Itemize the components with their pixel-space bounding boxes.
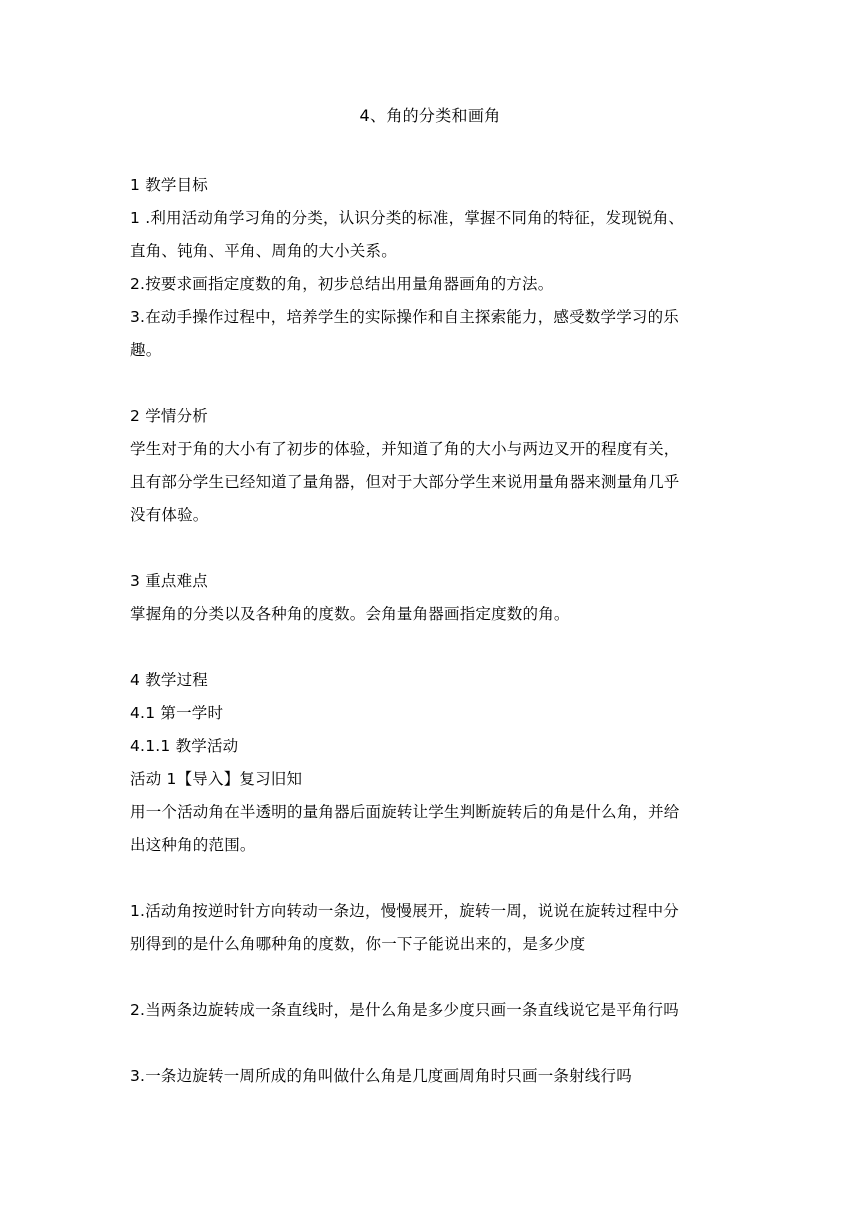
key-points-line-1: 掌握角的分类以及各种角的度数。会角量角器画指定度数的角。 xyxy=(130,605,570,623)
question-1-line-1: 1.活动角按逆时针方向转动一条边，慢慢展开，旋转一周，说说在旋转过程中分 xyxy=(130,902,679,920)
paragraph-spacer xyxy=(130,532,732,565)
paragraph-spacer xyxy=(130,862,732,895)
question-3: 3.一条边旋转一周所成的角叫做什么角是几度画周角时只画一条射线行吗 xyxy=(130,1067,632,1085)
objective-item-1-line-2: 直角、钝角、平角、周角的大小关系。 xyxy=(130,242,397,260)
paragraph-spacer xyxy=(130,1027,732,1060)
objective-item-3-line-2: 趣。 xyxy=(130,341,162,359)
analysis-line-1: 学生对于角的大小有了初步的体验，并知道了角的大小与两边叉开的程度有关， xyxy=(130,440,680,458)
section-heading-process: 4 教学过程 xyxy=(130,671,208,689)
question-2: 2.当两条边旋转成一条直线时，是什么角是多少度只画一条直线说它是平角行吗 xyxy=(130,1001,679,1019)
question-1-line-2: 别得到的是什么角哪种角的度数，你一下子能说出来的，是多少度 xyxy=(130,935,586,953)
activity-title: 活动 1【导入】复习旧知 xyxy=(130,770,303,788)
process-subheading-lesson-1: 4.1 第一学时 xyxy=(130,704,224,722)
activity-intro-line-1: 用一个活动角在半透明的量角器后面旋转让学生判断旋转后的角是什么角，并给 xyxy=(130,803,680,821)
section-heading-key-points: 3 重点难点 xyxy=(130,572,208,590)
analysis-line-2: 且有部分学生已经知道了量角器，但对于大部分学生来说用量角器来测量角几乎 xyxy=(130,473,680,491)
objective-item-2: 2.按要求画指定度数的角，初步总结出用量角器画角的方法。 xyxy=(130,275,554,293)
objective-item-1-line-1: 1 .利用活动角学习角的分类，认识分类的标准，掌握不同角的特征，发现锐角、 xyxy=(130,209,685,227)
section-heading-analysis: 2 学情分析 xyxy=(130,407,208,425)
document-title: 4、角的分类和画角 xyxy=(359,106,501,125)
paragraph-spacer xyxy=(130,631,732,664)
paragraph-spacer xyxy=(130,961,732,994)
analysis-line-3: 没有体验。 xyxy=(130,506,209,524)
process-subheading-activities: 4.1.1 教学活动 xyxy=(130,737,239,755)
paragraph-spacer xyxy=(130,367,732,400)
objective-item-3-line-1: 3.在动手操作过程中，培养学生的实际操作和自主探索能力，感受数学学习的乐 xyxy=(130,308,679,326)
document-body xyxy=(130,169,732,1093)
section-heading-objectives: 1 教学目标 xyxy=(130,176,208,194)
activity-intro-line-2: 出这种角的范围。 xyxy=(130,836,256,854)
